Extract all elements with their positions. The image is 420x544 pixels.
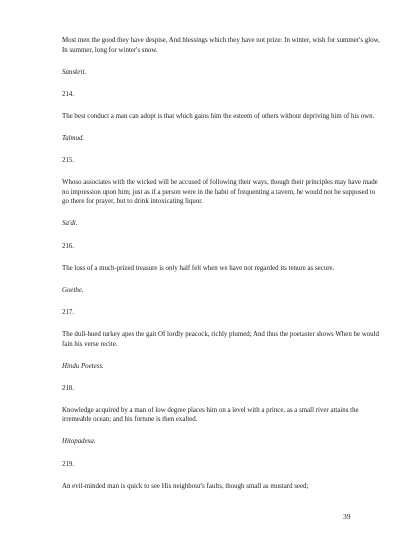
page-content — [62, 36, 380, 504]
entry-number: 219. — [62, 460, 75, 468]
entry-number: 215. — [62, 157, 75, 165]
quote-source: Hitopadesa. — [62, 438, 96, 446]
quote-source: Sa'di. — [62, 220, 78, 228]
quote-text: The loss of a much-prized treasure is only half felt when we have not regarded its tenure as secure. — [62, 264, 335, 272]
page-number: 39 — [343, 512, 351, 521]
quote-text: The best conduct a man can adopt is that which gains him the esteem of others without depriving him of his own. — [62, 112, 375, 120]
entry-number: 214. — [62, 90, 75, 98]
quote-text: Whoso associates with the wicked will be accused of following their ways, though their principles may have made no impression upon him; just as if a person were in the habit of frequenting a tavern, he would not be supposed to go there for prayer, but to drink intoxicating liquor. — [62, 179, 378, 206]
quote-text: Most men the good they have despise, And blessings which they have not prize: In winter, wish for summer's glow, In summer, long for winter's snow. — [62, 37, 380, 54]
quote-source: Talmud. — [62, 134, 85, 142]
quote-source: Hindu Poetess. — [62, 362, 104, 370]
quote-source: Goethe. — [62, 286, 84, 294]
quote-text: An evil-minded man is quick to see His neighbour's faults, though small as mustard seed; — [62, 482, 309, 490]
entry-number: 217. — [62, 308, 75, 316]
entry-number: 216. — [62, 242, 75, 250]
entry-number: 218. — [62, 384, 75, 392]
quote-source: Sanskrit. — [62, 68, 87, 76]
quote-text: Knowledge acquired by a man of low degree places him on a level with a prince, as a small river attains the irremeable ocean; and his fortune is then exalted. — [62, 406, 359, 424]
quote-text: The dull-hued turkey apes the gait Of lordly peacock, richly plumed; And thus the poetaster shows When he would fain his verse recite. — [62, 330, 379, 348]
